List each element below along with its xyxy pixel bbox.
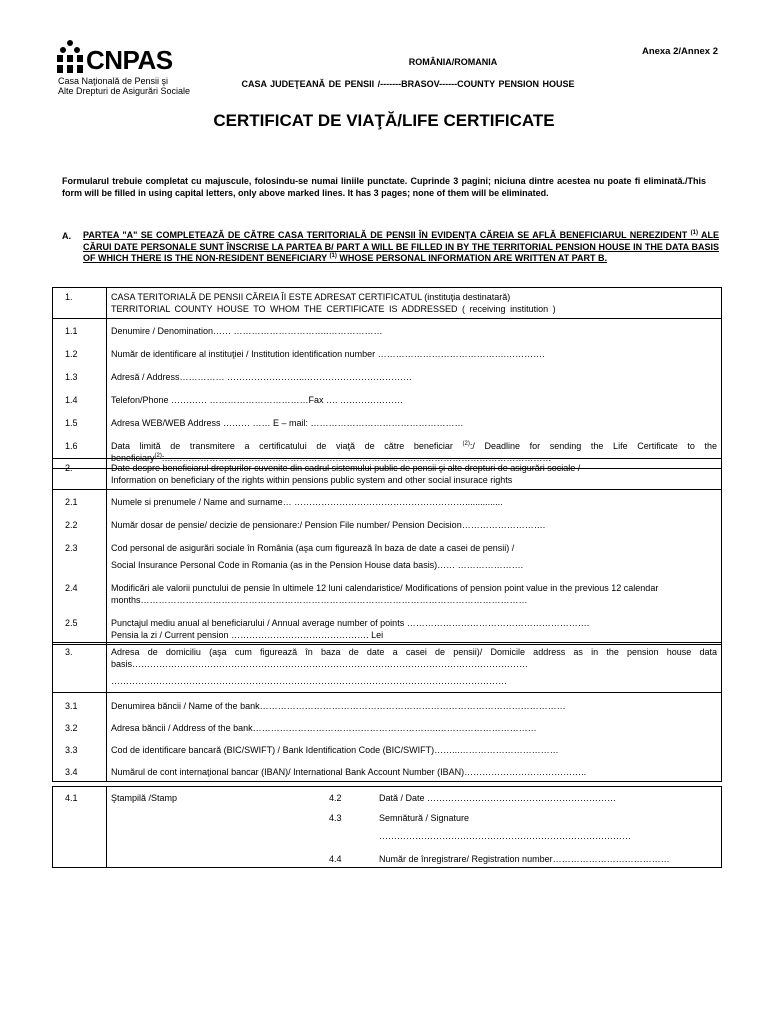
country-header: ROMÂNIA/ROMANIA: [408, 57, 498, 67]
personal-code-field[interactable]: [107, 534, 722, 574]
intro-instructions: Formularul trebuie completat cu majuscule, folosindu-se numai liniile punctate. Cuprinde 3 pagini; niciuna dintre acestea nu poate fi eliminată./This form will be filled in using capital letters, only above marked lines. It has 3 pages; none of them will be eliminated.: [62, 176, 706, 198]
footnote-ref: (2): [462, 441, 470, 447]
section-heading: [107, 288, 722, 319]
table-row: [53, 363, 722, 386]
section-a-text-2: ALE CĂRUI DATE PERSONALE SUNT ÎNSCRISE LA PARTEA B/ PART A WILL BE FILLED IN BY THE TERRITORIAL PENSION HOUSE IN THE DATA BASIS OF WHICH THERE IS THE NON-RESIDENT BENEFICIARY: [83, 230, 719, 263]
row-number: 1.5: [53, 409, 107, 432]
table-row: [53, 409, 722, 432]
section-a-text-1: PARTEA "A" SE COMPLETEAZĂ DE CĂTRE CASA TERITORIALĂ DE PENSII ÎN EVIDENŢA CĂREIA SE AFLĂ BENEFICIARUL NEREZIDENT: [83, 230, 688, 240]
section-number: 2.: [53, 459, 107, 490]
row-number: 3.3: [53, 737, 107, 759]
footnote-ref: (2): [154, 453, 162, 459]
pension-point-modifications-field[interactable]: Modificări ale valorii punctului de pensie în ultimele 12 luni calendaristice/ Modifications of pension point value in the previous 12 calendar months…………………………………………………………………………………………………………………: [107, 574, 722, 609]
beneficiary-table: [52, 458, 722, 645]
deadline-dots: :…………………………………………………………………………………………………………………: [161, 453, 552, 463]
stamp-area: Ştampilă /Stamp: [107, 787, 316, 868]
denomination-field[interactable]: Denumire / Denomination…… …………………………..………………: [107, 319, 722, 341]
signature-field[interactable]: [375, 807, 722, 845]
table-row: [53, 319, 722, 341]
row-number: 1.1: [53, 319, 107, 341]
row-number: 4.3: [329, 813, 342, 823]
logo-brand: CNPAS: [86, 45, 173, 75]
section-number: 3.: [53, 643, 107, 674]
footnote-ref: (1): [329, 253, 337, 259]
heading-line: Date despre beneficiarul drepturilor cuvenite din cadrul sistemului public de pensii şi alte drepturi de asigurări sociale /: [111, 463, 581, 473]
heading-line: CASA TERITORIALĂ DE PENSII CĂREIA ÎI ESTE ADRESAT CERTIFICATUL (instituţia destinatară): [111, 292, 511, 302]
table-row: [53, 609, 722, 645]
table-header-row: [53, 643, 722, 674]
table-row: [53, 574, 722, 609]
section-a-letter: A.: [62, 231, 71, 241]
bic-swift-field[interactable]: Cod de identificare bancară (BIC/SWIFT) / Bank Identification Code (BIC/SWIFT)……...……………………………: [107, 737, 722, 759]
table-row: [53, 490, 722, 512]
web-email-field[interactable]: Adresa WEB/WEB Address ……… …… E – mail: ……………………………………………: [107, 409, 722, 432]
cnpas-logo: [56, 40, 191, 100]
logo-subtitle-line2: Alte Drepturi de Asigurări Sociale: [58, 86, 191, 96]
table-header-row: [53, 288, 722, 319]
heading-line: TERRITORIAL COUNTY HOUSE TO WHOM THE CERTIFICATE IS ADDRESSED ( receiving institution ): [111, 304, 556, 314]
phone-fax-field[interactable]: Telefon/Phone ………… ……………………………Fax …. …………………: [107, 386, 722, 409]
table-row: [53, 715, 722, 737]
document-title: CERTIFICAT DE VIAŢĂ/LIFE CERTIFICATE: [213, 111, 555, 130]
row-number: 1.4: [53, 386, 107, 409]
row-number: 4.1: [53, 787, 107, 868]
table-row: [53, 759, 722, 782]
table-row: [53, 693, 722, 716]
address-field[interactable]: Adresă / Address…………… ……………………..………………………………: [107, 363, 722, 386]
row-number: 2.4: [53, 574, 107, 609]
section-heading: [107, 459, 722, 490]
bank-name-field[interactable]: Denumirea băncii / Name of the bank…………………………………………………………………………………………: [107, 693, 722, 716]
table-row: [53, 737, 722, 759]
table-row: [53, 534, 722, 574]
pension-file-field[interactable]: Număr dosar de pensie/ decizie de pensionare:/ Pension File number/ Pension Decision……………………….: [107, 511, 722, 534]
table-row: [53, 787, 722, 808]
stamp-signature-table: [52, 786, 722, 868]
row-number: 2.5: [53, 609, 107, 645]
row-number: 4.4: [315, 845, 375, 868]
row-number: 3.1: [53, 693, 107, 716]
address-bank-table: [52, 642, 722, 782]
row-number: 1.6: [53, 432, 107, 469]
domicile-address-field[interactable]: Adresa de domiciliu (aşa cum figurează în baza de date a casei de pensii)/ Domicile address as in the pension house data basis……………………………………………………………………………………………………………………: [107, 643, 722, 674]
row-number: 2.2: [53, 511, 107, 534]
current-pension-field[interactable]: Pensia la zi / Current pension ………………………………………. Lei: [111, 630, 384, 640]
table-row: [53, 386, 722, 409]
row-number: 4.2: [315, 787, 375, 808]
field-text: Semnătură / Signature: [379, 813, 470, 823]
section-a-text-3: WHOSE PERSONAL INFORMATION ARE WRITTEN AT PART B.: [336, 253, 608, 263]
row-number-empty: [53, 673, 107, 693]
bank-address-field[interactable]: Adresa băncii / Address of the bank……………………………………………………..……………………………: [107, 715, 722, 737]
row-number: 3.4: [53, 759, 107, 782]
table-row: [53, 340, 722, 363]
row-number: 2.3: [53, 534, 107, 574]
deadline-text: Data limită de transmitere a certificatului de viaţă de către beneficiar: [111, 441, 463, 451]
table-row: [53, 511, 722, 534]
receiving-institution-table: [52, 287, 722, 469]
field-text: Social Insurance Personal Code in Romania (as in the Pension House data basis)…… ………………….: [111, 560, 524, 570]
deadline-text: :/ Deadline for sending the Life Certificate to the beneficiary: [111, 441, 717, 463]
field-text: Punctajul mediu anual al beneficiarului / Annual average number of points …………………………………………………….: [111, 618, 590, 628]
table-header-row: [53, 459, 722, 490]
row-number: 3.2: [53, 715, 107, 737]
institution-id-field[interactable]: Număr de identificare al instituţiei / Institution identification number …………………………………….………….: [107, 340, 722, 363]
registration-number-field[interactable]: Număr de înregistrare/ Registration number…………………………………: [375, 845, 722, 868]
row-number: 1.2: [53, 340, 107, 363]
name-surname-field[interactable]: Numele si prenumele / Name and surname… …………………………………………………...............: [107, 490, 722, 512]
section-number: 1.: [53, 288, 107, 319]
footnote-ref: (1): [690, 230, 698, 236]
institution-header: CASA JUDEŢEANĂ DE PENSII /-------BRASOV------COUNTY PENSION HOUSE: [241, 79, 575, 89]
date-field[interactable]: Dată / Date ………………………………………………………: [375, 787, 722, 808]
signature-dots: …………………………………………………………………………: [379, 831, 631, 841]
row-number: 2.1: [53, 490, 107, 512]
heading-line: Information on beneficiary of the rights within pensions public system and other social insurace rights: [111, 475, 513, 485]
section-a-description: [83, 230, 719, 265]
field-text: Cod personal de asigurări sociale în România (aşa cum figurează în baza de date a casei de pensii) /: [111, 543, 515, 553]
table-row: [53, 673, 722, 693]
domicile-address-continuation[interactable]: ……………………………………………………………………………………………………………………: [107, 673, 722, 693]
iban-field[interactable]: Numărul de cont internaţional bancar (IBAN)/ International Bank Account Number (IBAN)…………………………………..: [107, 759, 722, 782]
average-points-field[interactable]: [107, 609, 722, 645]
annex-label: Anexa 2/Annex 2: [641, 46, 718, 57]
row-number: 1.3: [53, 363, 107, 386]
logo-subtitle-line1: Casa Naţională de Pensii şi: [58, 76, 169, 86]
